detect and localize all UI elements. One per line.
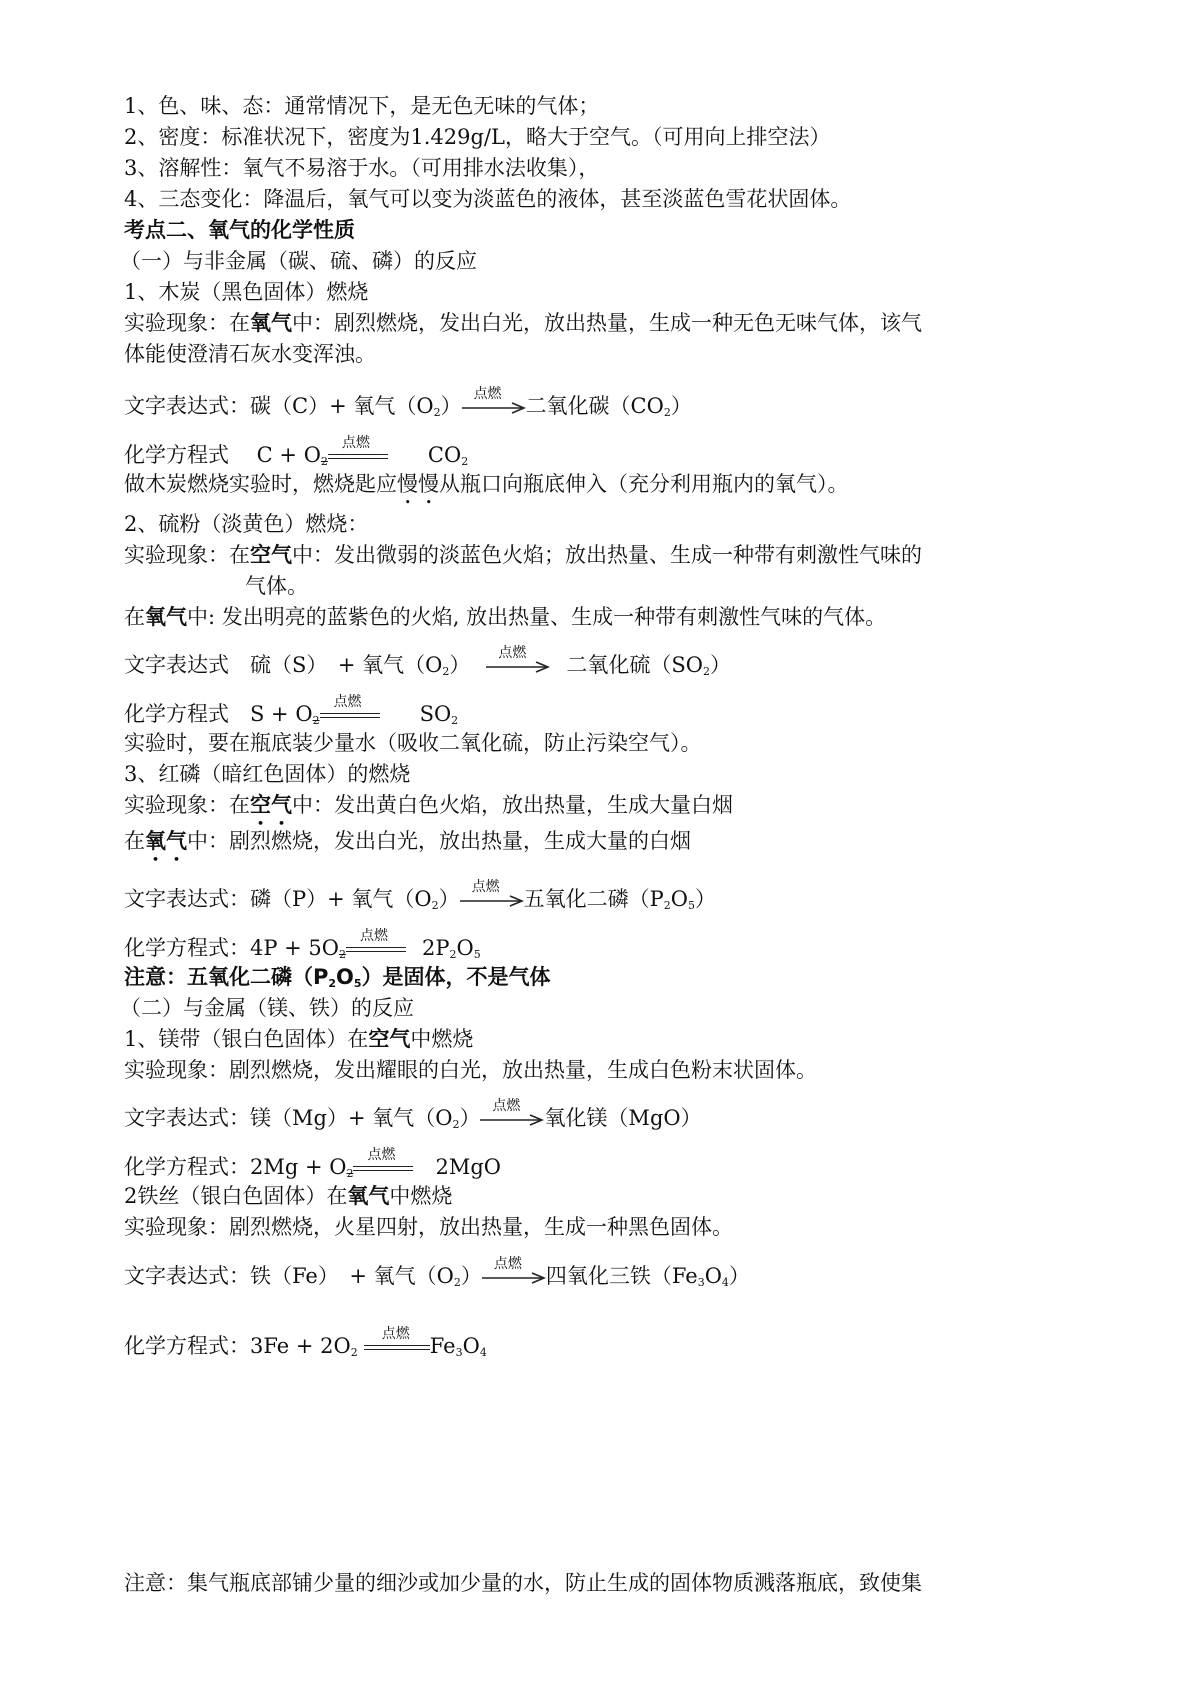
text-line: [124, 1182, 452, 1210]
note-heading: [124, 963, 551, 998]
subscript: 5: [353, 977, 362, 990]
subscript: 2: [453, 1276, 461, 1289]
text: ）: [449, 653, 471, 677]
text: ）: [440, 394, 462, 418]
subscript: 2: [312, 714, 320, 727]
text: 化学方程式：2Mg + O: [124, 1155, 347, 1179]
text: 文字表达式：铁（Fe） + 氧气（O: [124, 1264, 454, 1288]
subsection-heading: （一）与非金属（碳、硫、磷）的反应: [120, 249, 477, 273]
text: 文字表达式：镁（Mg）+ 氧气（O: [124, 1106, 453, 1130]
text-line: 3、红磷（暗红色固体）的燃烧: [124, 762, 411, 786]
condition-label: 点燃: [471, 879, 500, 895]
text: 2P: [422, 936, 450, 960]
reaction-arrow: [486, 645, 550, 679]
text: 化学方程式 S + O: [124, 702, 313, 726]
subscript: 5: [687, 899, 695, 912]
text: 从瓶口向瓶底伸入（充分利用瓶内的氧气）。: [439, 472, 849, 496]
text: 文字表达式 硫（S） + 氧气（O: [124, 653, 443, 677]
section-heading: [124, 216, 355, 244]
text: 氧化镁（MgO）: [544, 1106, 702, 1130]
reaction-equals: [364, 1326, 430, 1360]
subscript: 2: [339, 948, 347, 961]
text: 文字表达式：磷（P）+ 氧气（O: [124, 887, 432, 911]
condition-label: 点燃: [360, 928, 389, 944]
text-line: 气体。: [245, 574, 308, 598]
subscript: 2: [431, 899, 439, 912]
text: 中燃烧: [389, 1184, 453, 1208]
emphasis-text: 氧气: [145, 605, 187, 629]
emphasis-text: 空气: [250, 543, 292, 567]
word-equation-iron: [124, 1256, 750, 1297]
text: ）: [728, 1264, 750, 1288]
text-line: 实验时，要在瓶底装少量水（吸收二氧化硫，防止污染空气）。: [124, 731, 702, 755]
text: ）: [460, 1264, 482, 1288]
text: O: [462, 1334, 480, 1358]
text: 化学方程式 C + O: [124, 443, 321, 467]
heading-text: 考点二、氧气的化学性质: [124, 218, 355, 242]
condition-label: 点燃: [492, 1098, 521, 1114]
text: 中燃烧: [410, 1027, 474, 1051]
subscript: 2: [461, 455, 469, 468]
reaction-equals: [353, 1147, 413, 1181]
reaction-arrow: [480, 1098, 544, 1132]
text-line: 体能使澄清石灰水变浑浊。: [124, 342, 376, 366]
text-line: 4、三态变化：降温后，氧气可以变为淡蓝色的液体，甚至淡蓝色雪花状固体。: [124, 187, 852, 211]
text-line: 1、色、味、态：通常情况下，是无色无味的气体；: [124, 94, 600, 118]
reaction-equals: [346, 928, 406, 962]
text-line: 2、硫粉（淡黄色）燃烧：: [124, 512, 369, 536]
subscript: 2: [442, 665, 450, 678]
condition-label: 点燃: [381, 1326, 410, 1342]
word-equation-carbon: [124, 386, 692, 427]
text-line: 实验现象：剧烈燃烧，火星四射，放出热量，生成一种黑色固体。: [124, 1215, 733, 1239]
text-line: 实验现象：剧烈燃烧，发出耀眼的白光，放出热量，生成白色粉末状固体。: [124, 1058, 817, 1082]
text: 四氧化三铁（Fe: [545, 1264, 698, 1288]
text-line: [124, 603, 886, 631]
subscript: 2: [451, 714, 459, 727]
text-line: [124, 1025, 473, 1053]
subscript: 2: [663, 406, 671, 419]
subscript: 4: [479, 1346, 487, 1359]
text: 在: [124, 829, 145, 853]
text: 实验现象：在: [124, 543, 250, 567]
text: ）: [670, 394, 692, 418]
text-line: [124, 827, 691, 866]
subscript: 3: [455, 1346, 463, 1359]
text: 2铁丝（银白色固体）在: [124, 1184, 348, 1208]
note-text: O: [336, 965, 354, 989]
emphasis-text: 氧气: [347, 1184, 390, 1208]
subscript: 2: [328, 977, 337, 990]
emphasis-text: 氧气: [250, 311, 292, 335]
text: 化学方程式：3Fe + 2O: [124, 1334, 351, 1358]
subscript: 5: [473, 948, 481, 961]
text: 五氧化二磷（P: [523, 887, 664, 911]
text: 二氧化碳（CO: [525, 394, 664, 418]
subscript: 2: [433, 406, 441, 419]
condition-label: 点燃: [341, 435, 370, 451]
subscript: 2: [663, 899, 671, 912]
text: CO: [427, 443, 462, 467]
text: 文字表达式：碳（C）+ 氧气（O: [124, 394, 434, 418]
text: 中: 发出明亮的蓝紫色的火焰, 放出热量、生成一种带有刺激性气味的气体。: [187, 605, 887, 629]
text: ）: [709, 653, 731, 677]
reaction-equals: [328, 435, 388, 469]
subscript: 2: [350, 1346, 358, 1359]
arrow-icon: [486, 661, 550, 673]
condition-label: 点燃: [498, 645, 527, 661]
text: SO: [419, 702, 452, 726]
text: O: [456, 936, 474, 960]
reaction-equals: [320, 694, 380, 728]
text: 中：剧烈燃烧，发出白光，放出热量，生成大量的白烟: [187, 829, 691, 853]
reaction-arrow: [482, 1256, 546, 1290]
text: 在: [124, 605, 145, 629]
emphasis-text: 氧气: [145, 829, 187, 853]
chemical-equation-iron: [124, 1326, 487, 1367]
subscript: 2: [320, 455, 328, 468]
text: 中：剧烈燃烧，发出白光，放出热量，生成一种无色无味气体，该气: [292, 311, 922, 335]
arrow-icon: [462, 402, 526, 414]
text: Fe: [429, 1334, 456, 1358]
text: O: [670, 887, 688, 911]
text-line: [124, 470, 849, 509]
emphasis-text: 空气: [250, 793, 292, 817]
note-text: ）是固体，不是气体: [361, 965, 551, 989]
text: 实验现象：在: [124, 311, 250, 335]
reaction-arrow: [460, 879, 524, 913]
subscript: 2: [346, 1167, 354, 1180]
word-equation-sulfur: [124, 645, 731, 686]
emphasis-text: 空气: [368, 1027, 411, 1051]
condition-label: 点燃: [333, 694, 362, 710]
word-equation-phosphorus: [124, 879, 716, 920]
text: 化学方程式：4P + 5O: [124, 936, 340, 960]
text: 做木炭燃烧实验时，燃烧匙应: [124, 472, 397, 496]
text-line: [124, 541, 922, 569]
reaction-arrow: [462, 386, 526, 420]
condition-label: 点燃: [473, 386, 502, 402]
condition-label: 点燃: [493, 1256, 522, 1272]
text-line: 注意：集气瓶底部铺少量的细沙或加少量的水，防止生成的固体物质溅落瓶底，致使集: [124, 1571, 922, 1595]
arrow-icon: [460, 895, 524, 907]
arrow-icon: [480, 1114, 544, 1126]
text: 1、镁带（银白色固体）在: [124, 1027, 369, 1051]
subsection-heading: （二）与金属（镁、铁）的反应: [120, 996, 414, 1020]
text: 中：发出黄白色火焰，放出热量，生成大量白烟: [292, 793, 733, 817]
text: 2MgO: [435, 1155, 501, 1179]
text: ）: [694, 887, 716, 911]
dotted-emphasis: 慢慢: [397, 472, 439, 496]
text: O: [704, 1264, 722, 1288]
subscript: 2: [449, 948, 457, 961]
note-text: 注意：五氧化二磷（P: [124, 965, 329, 989]
text: ）: [459, 1106, 481, 1130]
text: ）: [438, 887, 460, 911]
text: 实验现象：在: [124, 793, 250, 817]
text: 二氧化硫（SO: [566, 653, 703, 677]
text-line: [124, 791, 733, 830]
subscript: 4: [721, 1276, 729, 1289]
text: 中：发出微弱的淡蓝色火焰；放出热量、生成一种带有刺激性气味的: [292, 543, 922, 567]
subscript: 3: [697, 1276, 705, 1289]
text-line: [124, 309, 922, 337]
condition-label: 点燃: [367, 1147, 396, 1163]
arrow-icon: [482, 1272, 546, 1284]
word-equation-magnesium: [124, 1098, 702, 1139]
text-line: 3、溶解性：氧气不易溶于水。（可用排水法收集），: [124, 156, 600, 180]
text-line: 1、木炭（黑色固体）燃烧: [124, 280, 369, 304]
subscript: 2: [702, 665, 710, 678]
text-line: 2、密度：标准状况下，密度为1.429g/L，略大于空气。（可用向上排空法）: [124, 125, 831, 149]
subscript: 2: [452, 1118, 460, 1131]
